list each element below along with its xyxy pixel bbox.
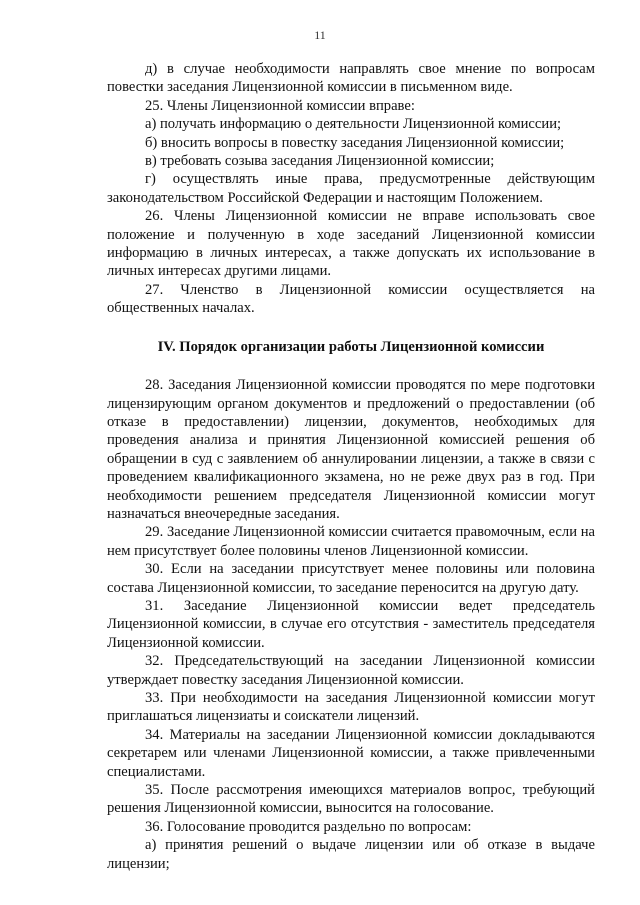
paragraph-36: 36. Голосование проводится раздельно по вопросам: bbox=[145, 818, 472, 835]
paragraph-27: 27. Членство в Лицензионной комиссии осуществляется на общественных началах. bbox=[107, 281, 595, 317]
document-body bbox=[107, 60, 595, 873]
paragraph-30: 30. Если на заседании присутствует менее половины или половина состава Лицензионной комиссии, то заседание переносится на другую дату. bbox=[107, 561, 595, 596]
paragraph-32: 32. Председательствующий на заседании Лицензионной комиссии утверждает повестку заседания Лицензионной комиссии. bbox=[107, 653, 595, 688]
paragraph-25-d: д) в случае необходимости направлять свое мнение по вопросам повестки заседания Лицензионной комиссии в письменном виде. bbox=[107, 61, 595, 96]
paragraph-25: 25. Члены Лицензионной комиссии вправе: bbox=[145, 97, 415, 114]
paragraph-25-b: б) вносить вопросы в повестку заседания Лицензионной комиссии; bbox=[145, 134, 565, 151]
section-heading: IV. Порядок организации работы Лицензионной комиссии bbox=[157, 338, 545, 355]
paragraph-25-v: в) требовать созыва заседания Лицензионной комиссии; bbox=[145, 153, 495, 170]
paragraph-35: 35. После рассмотрения имеющихся материалов вопрос, требующий решения Лицензионной комиссии, выносится на голосование. bbox=[107, 782, 595, 817]
paragraph-29: 29. Заседание Лицензионной комиссии считается правомочным, если на нем присутствует более половины членов Лицензионной комиссии. bbox=[107, 524, 595, 559]
paragraph-34: 34. Материалы на заседании Лицензионной комиссии докладываются секретарем или членами Лицензионной комиссии, а также привлеченными специалистами. bbox=[107, 726, 595, 780]
paragraph-31: 31. Заседание Лицензионной комиссии ведет председатель Лицензионной комиссии, в случае его отсутствия - заместитель председателя Лицензионной комиссии. bbox=[107, 597, 595, 651]
paragraph-25-g: г) осуществлять иные права, предусмотренные действующим законодательством Российской Федерации и настоящим Положением. bbox=[107, 171, 595, 206]
paragraph-33: 33. При необходимости на заседания Лицензионной комиссии могут приглашаться лицензиаты и соискатели лицензий. bbox=[107, 690, 595, 725]
paragraph-28: 28. Заседания Лицензионной комиссии проводятся по мере подготовки лицензирующим органом документов и предложений о предоставлении (об отказе в предоставлении) лицензии, документов, необходимых для проведения анализа и принятия Лицензионной комиссией решения об обращении в суд с заявлением об аннулировании лицензии, а также в связи с проведением квалификационного экзамена, но не реже двух раз в год. При необходимости решением председателя Лицензионной комиссии могут назначаться внеочередные заседания. bbox=[107, 377, 595, 522]
page-number: 11 bbox=[314, 28, 326, 42]
paragraph-36-a: а) принятия решений о выдаче лицензии или об отказе в выдаче лицензии; bbox=[107, 837, 595, 872]
paragraph-26: 26. Члены Лицензионной комиссии не вправе использовать свое положение и полученную в ходе заседаний Лицензионной комиссии информацию в личных интересах, а также допускать их использование в личных интересах другими лицами. bbox=[107, 208, 595, 280]
paragraph-25-a: а) получать информацию о деятельности Лицензионной комиссии; bbox=[145, 116, 562, 133]
